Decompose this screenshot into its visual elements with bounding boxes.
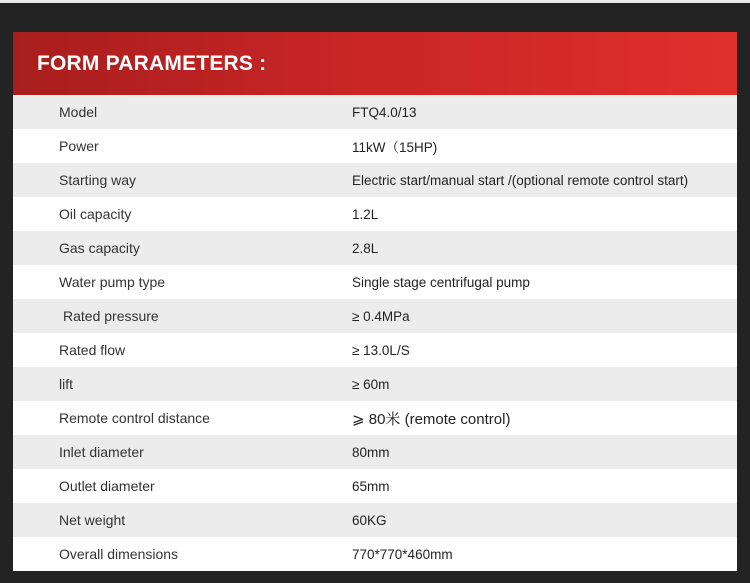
param-label-gas-capacity: Gas capacity	[59, 240, 140, 256]
param-value-power: 11kW（15HP)	[352, 140, 438, 155]
table-row	[13, 231, 737, 265]
param-value-model: FTQ4.0/13	[352, 104, 417, 120]
parameters-panel	[13, 32, 737, 570]
param-label-oil-capacity: Oil capacity	[59, 206, 132, 222]
table-row	[13, 163, 737, 197]
param-label-lift: lift	[59, 376, 73, 392]
panel-title: FORM PARAMETERS :	[37, 51, 267, 75]
table-row	[13, 537, 737, 571]
param-label-outlet-diameter: Outlet diameter	[59, 478, 155, 494]
table-row	[13, 129, 737, 163]
param-label-water-pump-type: Water pump type	[59, 274, 166, 290]
param-value-starting-way: Electric start/manual start /(optional remote control start)	[352, 172, 689, 188]
param-label-net-weight: Net weight	[59, 512, 126, 528]
param-label-rated-pressure: Rated pressure	[63, 308, 159, 324]
param-label-inlet-diameter: Inlet diameter	[59, 444, 144, 460]
table-row	[13, 333, 737, 367]
table-row	[13, 367, 737, 401]
panel-header	[13, 32, 737, 95]
param-value-rated-flow: ≥ 13.0L/S	[352, 342, 410, 358]
parameters-table	[13, 95, 737, 571]
table-row	[13, 197, 737, 231]
param-value-rated-pressure: ≥ 0.4MPa	[352, 308, 410, 324]
param-value-gas-capacity: 2.8L	[352, 240, 379, 256]
param-label-rated-flow: Rated flow	[59, 342, 126, 358]
table-row	[13, 435, 737, 469]
param-label-power: Power	[59, 138, 99, 154]
param-label-model: Model	[59, 104, 98, 120]
param-label-overall-dimensions: Overall dimensions	[59, 546, 179, 562]
param-value-oil-capacity: 1.2L	[352, 206, 379, 222]
param-value-lift: ≥ 60m	[352, 376, 390, 392]
table-row	[13, 299, 737, 333]
table-row	[13, 265, 737, 299]
table-row	[13, 95, 737, 129]
param-value-overall-dimensions: 770*770*460mm	[352, 546, 453, 562]
table-row	[13, 401, 737, 435]
param-value-water-pump-type: Single stage centrifugal pump	[352, 274, 530, 290]
param-value-net-weight: 60KG	[352, 512, 387, 528]
table-row	[13, 503, 737, 537]
param-label-starting-way: Starting way	[59, 172, 137, 188]
param-label-remote-control-distance: Remote control distance	[59, 410, 210, 426]
table-row	[13, 469, 737, 503]
param-value-outlet-diameter: 65mm	[352, 478, 390, 494]
param-value-remote-control-distance: ⩾ 80米 (remote control)	[352, 410, 511, 428]
param-value-inlet-diameter: 80mm	[352, 444, 390, 460]
top-strip	[0, 0, 750, 3]
